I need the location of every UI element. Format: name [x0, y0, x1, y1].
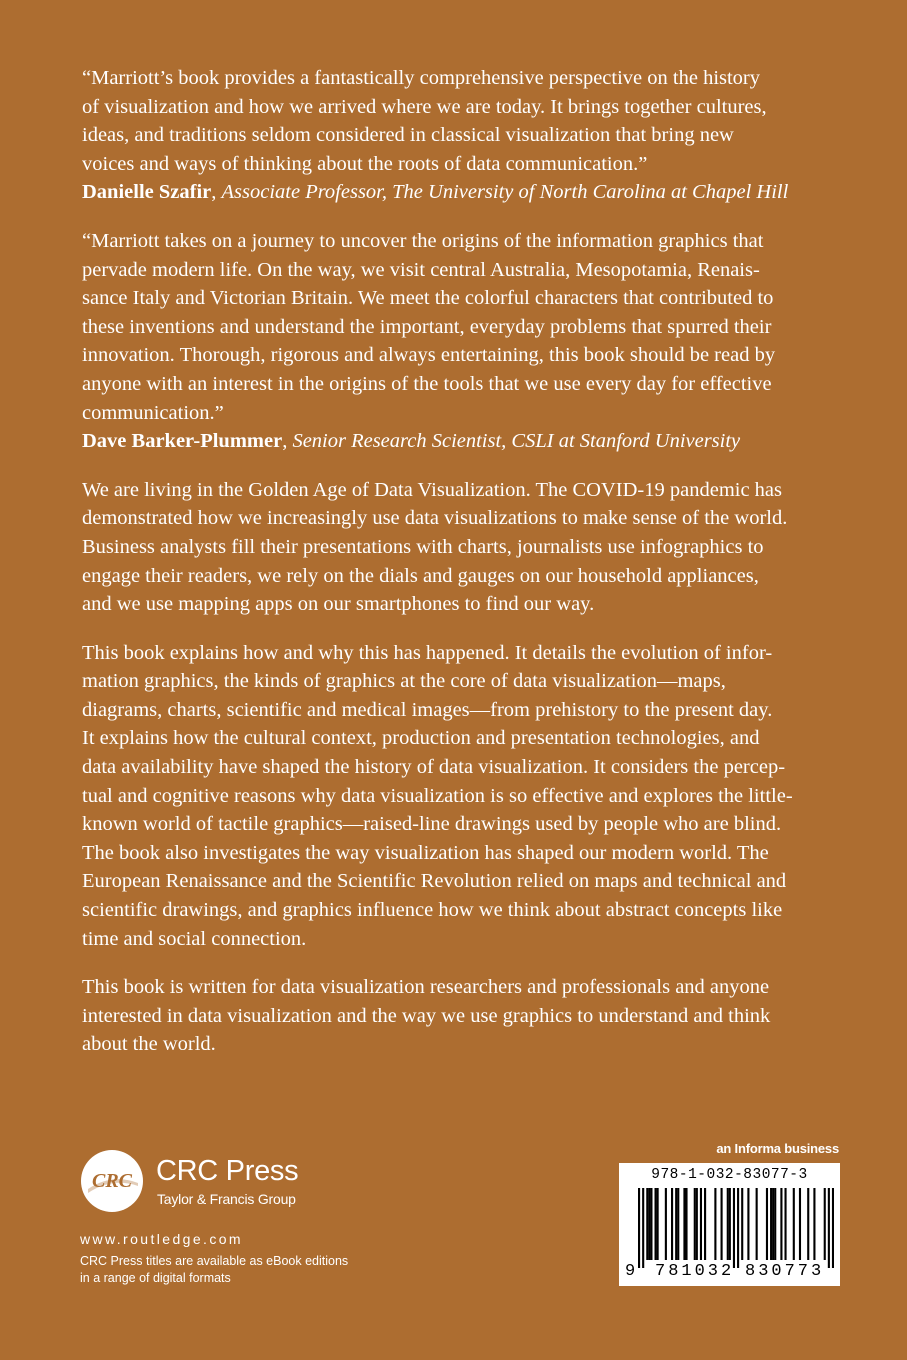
- blurb-line: engage their readers, we rely on the dials and gauges on our household appliances,: [82, 564, 759, 587]
- blurb-line: data availability have shaped the history of data visualization. It considers the percep-: [82, 756, 786, 779]
- blurb-paragraph-2: [82, 639, 842, 954]
- blurb-line: Business analysts fill their presentations with charts, journalists use infographics to: [82, 535, 764, 558]
- barcode-digits-left: 781032: [655, 1262, 735, 1281]
- barcode-bar: [700, 1188, 702, 1260]
- barcode-bar: [774, 1188, 776, 1260]
- barcode-bar: [741, 1188, 743, 1260]
- barcode-bar: [665, 1188, 667, 1260]
- blurb-line: European Renaissance and the Scientific Revolution relied on maps and technical and: [82, 870, 787, 893]
- barcode-bar: [683, 1188, 685, 1260]
- barcode-bar: [770, 1188, 772, 1260]
- blurb-line: This book is written for data visualization researchers and professionals and anyone: [82, 976, 770, 999]
- quote-line: pervade modern life. On the way, we visit central Australia, Mesopotamia, Renais-: [82, 258, 760, 281]
- endorser-name: Dave Barker-Plummer: [82, 430, 283, 453]
- barcode-bar: [747, 1188, 749, 1260]
- quote-line: “Marriott’s book provides a fantastically comprehensive perspective on the history: [82, 67, 761, 89]
- barcode-bar: [756, 1188, 758, 1260]
- barcode-bar: [813, 1188, 815, 1260]
- blurb-line: tual and cognitive reasons why data visualization is so effective and explores the little-: [82, 784, 793, 807]
- blurb-line: The book also investigates the way visualization has shaped our modern world. The: [82, 841, 769, 864]
- barcode-bar: [694, 1188, 696, 1260]
- blurb-line: known world of tactile graphics—raised-line drawings used by people who are blind.: [82, 813, 782, 836]
- quote-line: of visualization and how we arrived where we are today. It brings together cultures,: [82, 95, 767, 118]
- quote-attribution: Danielle Szafir, Associate Professor, The University of North Carolina at Chapel Hill: [82, 181, 789, 204]
- ebook-note-line: CRC Press titles are available as eBook editions: [80, 1254, 349, 1268]
- barcode-bar: [638, 1188, 640, 1268]
- barcode-bar: [733, 1188, 735, 1268]
- blurb-line: and we use mapping apps on our smartphones to find our way.: [82, 593, 595, 616]
- barcode-bar: [714, 1188, 716, 1260]
- barcode-bar: [780, 1188, 782, 1260]
- blurb-line: interested in data visualization and the way we use graphics to understand and think: [82, 1004, 771, 1027]
- barcode-bar: [828, 1188, 830, 1268]
- quote-attribution: Dave Barker-Plummer, Senior Research Scientist, CSLI at Stanford University: [82, 430, 741, 453]
- ebook-note: [80, 1253, 380, 1287]
- barcode-bar: [772, 1188, 774, 1260]
- quote-line: communication.”: [82, 401, 224, 424]
- isbn-barcode: [619, 1163, 840, 1286]
- barcode-bar: [832, 1188, 834, 1268]
- quote-line: these inventions and understand the important, everyday problems that spurred their: [82, 315, 772, 338]
- quote-line: sance Italy and Victorian Britain. We meet the colorful characters that contributed to: [82, 287, 774, 310]
- endorsement-szafir: [82, 64, 842, 207]
- quote-line: innovation. Thorough, rigorous and always entertaining, this book should be read by: [82, 344, 776, 367]
- quote-line: anyone with an interest in the origins of the tools that we use every day for effective: [82, 372, 772, 395]
- barcode-bar: [766, 1188, 768, 1260]
- barcode-bar: [685, 1188, 687, 1260]
- barcode-bar: [671, 1188, 673, 1260]
- endorser-name: Danielle Szafir: [82, 181, 212, 204]
- blurb-line: We are living in the Golden Age of Data Visualization. The COVID-19 pandemic has: [82, 478, 783, 501]
- barcode-bar: [799, 1188, 801, 1260]
- barcode-bar: [793, 1188, 795, 1260]
- barcode-bar: [655, 1188, 657, 1260]
- crc-logo-text: CRC: [91, 1170, 133, 1192]
- barcode-bar: [737, 1188, 739, 1268]
- barcode-bar: [784, 1188, 786, 1260]
- barcode-bar: [704, 1188, 706, 1260]
- barcode-bar: [642, 1188, 644, 1268]
- blurb-line: demonstrated how we increasingly use data visualizations to make sense of the world.: [82, 507, 788, 530]
- quote-line: “Marriott takes on a journey to uncover the origins of the information graphics that: [82, 229, 764, 252]
- barcode-bar: [646, 1188, 648, 1260]
- barcode-bar: [729, 1188, 731, 1260]
- isbn-number: 978-1-032-83077-3: [651, 1167, 808, 1183]
- barcode-digits-right: 830773: [745, 1262, 825, 1281]
- quote-text: [82, 64, 842, 178]
- publisher-website: www.routledge.com: [80, 1231, 243, 1247]
- crc-logo-icon: [80, 1149, 144, 1213]
- blurb-line: It explains how the cultural context, production and presentation technologies, and: [82, 727, 760, 750]
- barcode-bar: [650, 1188, 652, 1260]
- quote-line: voices and ways of thinking about the roots of data communication.”: [82, 152, 648, 175]
- quote-line: ideas, and traditions seldom considered in classical visualization that bring new: [82, 124, 734, 147]
- endorser-role: Associate Professor, The University of North Carolina at Chapel Hill: [221, 181, 789, 204]
- barcode-bar: [807, 1188, 809, 1260]
- blurb-paragraph-3: [82, 973, 842, 1059]
- barcode-bar: [677, 1188, 679, 1260]
- barcode-bar: [721, 1188, 723, 1260]
- barcode-bar: [727, 1188, 729, 1260]
- publisher-group: Taylor & Francis Group: [157, 1191, 296, 1207]
- endorser-role: Senior Research Scientist, CSLI at Stanford University: [292, 430, 741, 453]
- quote-text: [82, 227, 842, 427]
- blurb-line: scientific drawings, and graphics influence how we think about abstract concepts like: [82, 899, 783, 922]
- back-cover-text: [82, 64, 842, 1059]
- ebook-note-line: in a range of digital formats: [80, 1271, 231, 1285]
- blurb-paragraph-1: [82, 476, 842, 619]
- blurb-line: time and social connection.: [82, 927, 307, 950]
- blurb-line: mation graphics, the kinds of graphics at the core of data visualization—maps,: [82, 670, 726, 693]
- barcode-bar: [675, 1188, 677, 1260]
- barcode-bar: [657, 1188, 659, 1260]
- informa-tagline: an Informa business: [716, 1141, 839, 1156]
- barcode-digit-first: 9: [625, 1262, 636, 1281]
- blurb-line: diagrams, charts, scientific and medical images—from prehistory to the present day.: [82, 698, 773, 721]
- barcode-bar: [696, 1188, 698, 1260]
- blurb-line: This book explains how and why this has happened. It details the evolution of infor-: [82, 641, 773, 664]
- barcode-bar: [824, 1188, 826, 1260]
- publisher-name: CRC Press: [156, 1155, 299, 1187]
- barcode-bar: [648, 1188, 650, 1260]
- blurb-line: about the world.: [82, 1033, 216, 1056]
- endorsement-barker-plummer: [82, 227, 842, 456]
- barcode-bars-icon: [638, 1188, 834, 1268]
